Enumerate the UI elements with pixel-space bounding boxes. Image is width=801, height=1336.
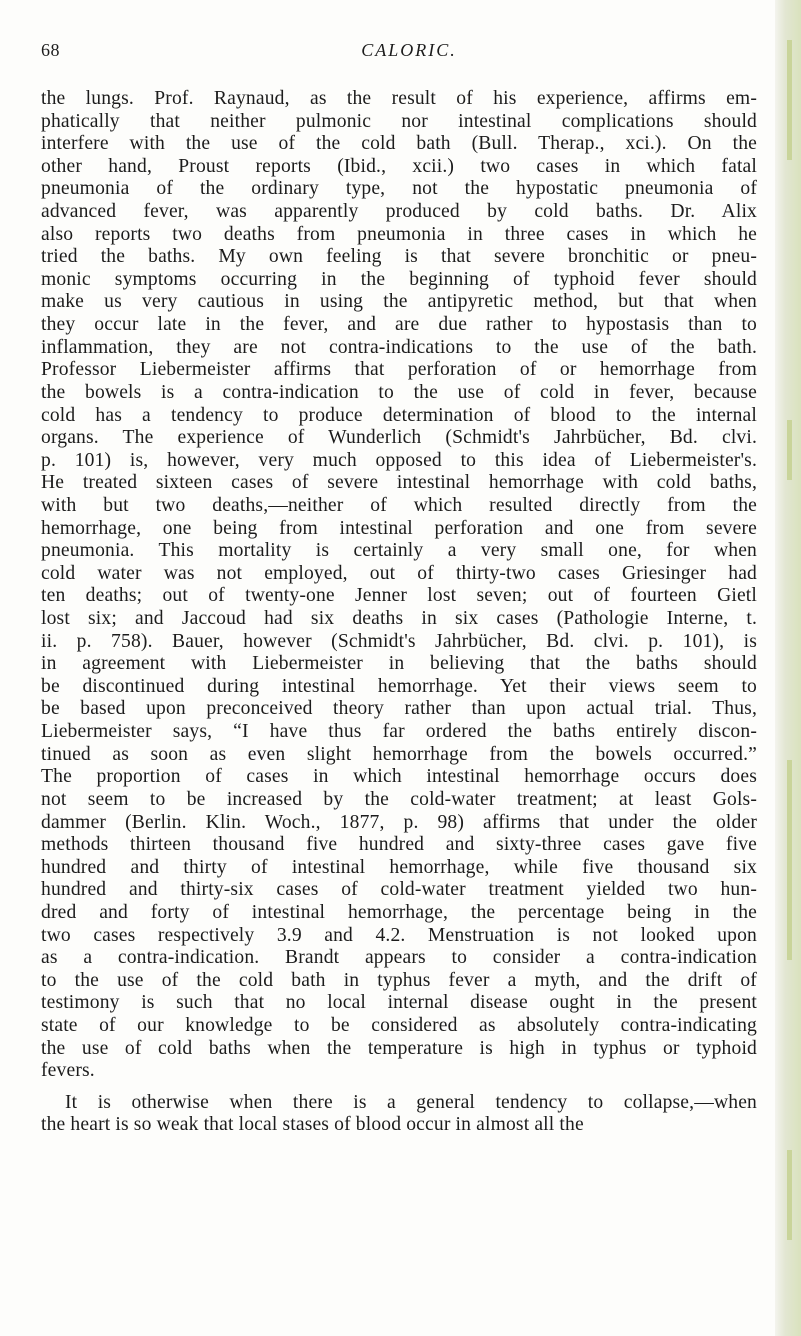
text-line: It is otherwise when there is a general tendency to collapse,—when	[65, 1091, 757, 1113]
page-number: 68	[41, 40, 60, 60]
text-line: other hand, Proust reports (Ibid., xcii.) two cases in which fatal	[41, 155, 757, 177]
text-line: The proportion of cases in which intestinal hemorrhage occurs does	[41, 766, 757, 788]
text-line: advanced fever, was apparently produced by cold baths. Dr. Alix	[41, 201, 757, 223]
text-line: cold water was not employed, out of thirty-two cases Griesinger had	[41, 562, 757, 584]
text-line: pneumonia. This mortality is certainly a very small one, for when	[41, 540, 757, 562]
text-line: Professor Liebermeister affirms that perforation of or hemorrhage from	[41, 359, 757, 381]
text-line: ii. p. 758). Bauer, however (Schmidt's Jahrbücher, Bd. clvi. p. 101), is	[41, 630, 757, 652]
text-line: dammer (Berlin. Klin. Woch., 1877, p. 98) affirms that under the older	[41, 811, 757, 833]
paragraph-gap	[41, 1083, 757, 1092]
text-line: hemorrhage, one being from intestinal perforation and one from severe	[41, 517, 757, 539]
text-line: fevers.	[41, 1060, 95, 1082]
edge-stain	[787, 420, 792, 480]
text-line: inflammation, they are not contra-indications to the use of the bath.	[41, 336, 757, 358]
text-line: make us very cautious in using the antipyretic method, but that when	[41, 291, 757, 313]
edge-stain	[787, 760, 792, 960]
body-text	[41, 88, 757, 1137]
edge-stain	[787, 1150, 792, 1240]
text-line: two cases respectively 3.9 and 4.2. Menstruation is not looked upon	[41, 924, 757, 946]
text-line: interfere with the use of the cold bath (Bull. Therap., xci.). On the	[41, 133, 757, 155]
edge-stain	[787, 40, 792, 160]
text-line: be based upon preconceived theory rather than upon actual trial. Thus,	[41, 698, 757, 720]
text-line: ten deaths; out of twenty-one Jenner lost seven; out of fourteen Gietl	[41, 585, 757, 607]
text-line: organs. The experience of Wunderlich (Schmidt's Jahrbücher, Bd. clvi.	[41, 427, 757, 449]
text-line: methods thirteen thousand five hundred and sixty-three cases gave five	[41, 834, 757, 856]
paragraph	[41, 88, 757, 1083]
text-line: with but two deaths,—neither of which resulted directly from the	[41, 494, 757, 516]
text-line: p. 101) is, however, very much opposed to this idea of Liebermeister's.	[41, 449, 757, 471]
page-edge-shadow	[775, 0, 801, 1336]
text-line: the lungs. Prof. Raynaud, as the result of his experience, affirms em-	[41, 88, 757, 109]
text-line: hundred and thirty of intestinal hemorrhage, while five thousand six	[41, 856, 757, 878]
text-line: tinued as soon as even slight hemorrhage from the bowels occurred.”	[41, 743, 757, 765]
text-line: the use of cold baths when the temperature is high in typhus or typhoid	[41, 1037, 757, 1059]
text-line: Liebermeister says, “I have thus far ordered the baths entirely discon-	[41, 721, 757, 743]
text-line: not seem to be increased by the cold-water treatment; at least Gols-	[41, 788, 757, 810]
text-line: tried the baths. My own feeling is that severe bronchitic or pneu-	[41, 246, 757, 268]
text-line: also reports two deaths from pneumonia in three cases in which he	[41, 223, 757, 245]
text-line: in agreement with Liebermeister in believing that the baths should	[41, 653, 757, 675]
text-line: phatically that neither pulmonic nor intestinal complications should	[41, 110, 757, 132]
text-line: to the use of the cold bath in typhus fever a myth, and the drift of	[41, 969, 757, 991]
text-line: monic symptoms occurring in the beginning of typhoid fever should	[41, 268, 757, 290]
paragraph	[41, 1092, 757, 1137]
text-line: dred and forty of intestinal hemorrhage, the percentage being in the	[41, 901, 757, 923]
text-line: hundred and thirty-six cases of cold-water treatment yielded two hun-	[41, 879, 757, 901]
text-line: cold has a tendency to produce determination of blood to the internal	[41, 404, 757, 426]
text-line: they occur late in the fever, and are due rather to hypostasis than to	[41, 314, 757, 336]
text-line: state of our knowledge to be considered as absolutely contra-indicating	[41, 1014, 757, 1036]
text-line: lost six; and Jaccoud had six deaths in six cases (Pathologie Interne, t.	[41, 608, 757, 630]
text-line: as a contra-indication. Brandt appears to consider a contra-indication	[41, 947, 757, 969]
running-title: CALORIC.	[361, 40, 457, 60]
text-line: testimony is such that no local internal disease ought in the present	[41, 992, 757, 1014]
text-line: pneumonia of the ordinary type, not the hypostatic pneumonia of	[41, 178, 757, 200]
page-header	[41, 40, 757, 66]
text-line: the bowels is a contra-indication to the use of cold in fever, because	[41, 381, 757, 403]
text-line: He treated sixteen cases of severe intestinal hemorrhage with cold baths,	[41, 472, 757, 494]
text-line: be discontinued during intestinal hemorrhage. Yet their views seem to	[41, 675, 757, 697]
text-line: the heart is so weak that local stases of blood occur in almost all the	[41, 1114, 584, 1136]
